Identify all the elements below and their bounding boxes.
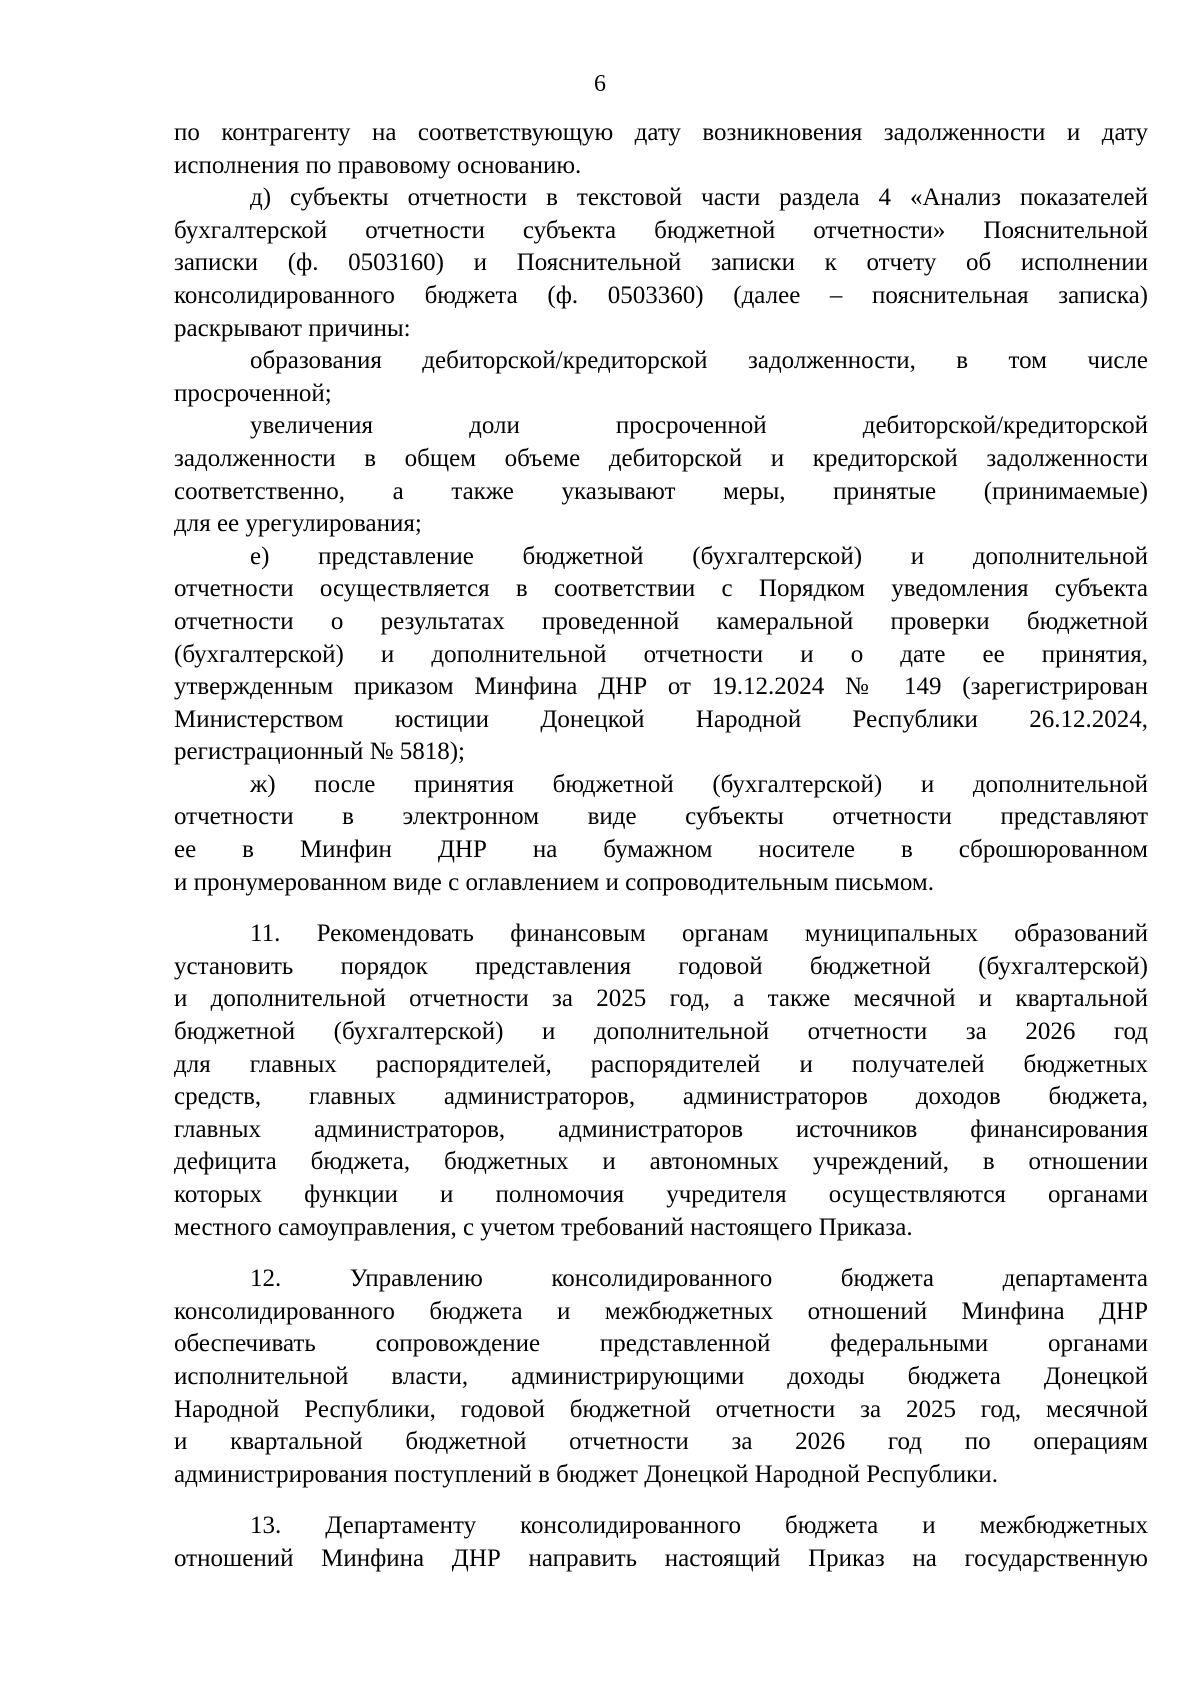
paragraph [174,345,1148,410]
text-line: главных администраторов, администраторов источников финансирования [174,1115,1148,1143]
text-line: отчетности в электронном виде субъекты отчетности представляют [174,803,1148,831]
text-line: бухгалтерской отчетности субъекта бюджетной отчетности» Пояснительной [174,216,1148,244]
text-line: задолженности в общем объеме дебиторской и кредиторской задолженности [174,444,1148,472]
text-line: (бухгалтерской) и дополнительной отчетности и о дате ее принятия, [174,640,1148,668]
text-line: отчетности о результатах проведенной камеральной проверки бюджетной [174,607,1148,635]
text-line: и дополнительной отчетности за 2025 год, а также месячной и квартальной [174,985,1148,1013]
paragraph [174,1263,1148,1491]
text-line: регистрационный № 5818); [174,738,465,766]
text-line: увеличения доли просроченной дебиторской/кредиторской [250,412,1148,440]
text-line: записки (ф. 0503160) и Пояснительной записки к отчету об исполнении [174,249,1148,277]
paragraph [174,182,1148,345]
text-line: консолидированного бюджета (ф. 0503360) (далее – пояснительная записка) [174,281,1148,309]
text-line: отчетности осуществляется в соответствии с Порядком уведомления субъекта [174,575,1148,603]
text-line: средств, главных администраторов, администраторов доходов бюджета, [174,1083,1148,1111]
paragraph [174,117,1148,182]
paragraph [174,1510,1148,1575]
text-line: образования дебиторской/кредиторской задолженности, в том числе [250,347,1148,375]
document-body [174,117,1148,1576]
text-line: 11. Рекомендовать финансовым органам муниципальных образований [250,920,1148,948]
text-line: соответственно, а также указывают меры, принятые (принимаемые) [174,477,1148,505]
text-line: для главных распорядителей, распорядителей и получателей бюджетных [174,1050,1148,1078]
text-line: раскрывают причины: [174,314,411,342]
text-line: утвержденным приказом Минфина ДНР от 19.12.2024 № 149 (зарегистрирован [174,673,1148,701]
paragraph-spacer [174,1491,1148,1510]
text-line: Народной Республики, годовой бюджетной отчетности за 2025 год, месячной [174,1395,1148,1423]
text-line: ее в Минфин ДНР на бумажном носителе в сброшюрованном [174,836,1148,864]
text-line: и квартальной бюджетной отчетности за 2026 год по операциям [174,1428,1148,1456]
text-line: администрирования поступлений в бюджет Донецкой Народной Республики. [174,1460,998,1488]
text-line: бюджетной (бухгалтерской) и дополнительной отчетности за 2026 год [174,1018,1148,1046]
text-line: 13. Департаменту консолидированного бюджета и межбюджетных [250,1512,1148,1540]
paragraph [174,769,1148,899]
paragraph [174,918,1148,1244]
text-line: по контрагенту на соответствующую дату возникновения задолженности и дату [174,119,1148,146]
text-line: местного самоуправления, с учетом требований настоящего Приказа. [174,1213,913,1241]
paragraph [174,410,1148,540]
paragraph-spacer [174,899,1148,918]
text-line: просроченной; [174,379,332,407]
text-line: для ее урегулирования; [174,510,422,538]
text-line: исполнительной власти, администрирующими доходы бюджета Донецкой [174,1362,1148,1390]
text-line: обеспечивать сопровождение представленной федеральными органами [174,1330,1148,1358]
text-line: ж) после принятия бюджетной (бухгалтерской) и дополнительной [250,770,1148,798]
text-line: консолидированного бюджета и межбюджетных отношений Минфина ДНР [174,1297,1148,1325]
text-line: дефицита бюджета, бюджетных и автономных учреждений, в отношении [174,1148,1148,1176]
paragraph-spacer [174,1244,1148,1263]
text-line: и пронумерованном виде с оглавлением и сопроводительным письмом. [174,868,934,896]
paragraph [174,541,1148,769]
text-line: д) субъекты отчетности в текстовой части раздела 4 «Анализ показателей [250,184,1148,212]
text-line: исполнения по правовому основанию. [174,151,582,179]
text-line: установить порядок представления годовой бюджетной (бухгалтерской) [174,952,1148,980]
text-line: Министерством юстиции Донецкой Народной Республики 26.12.2024, [174,705,1148,733]
text-line: которых функции и полномочия учредителя осуществляются органами [174,1181,1148,1208]
page-number: 6 [594,71,606,97]
text-line: е) представление бюджетной (бухгалтерской) и дополнительной [250,542,1148,570]
text-line: отношений Минфина ДНР направить настоящий Приказ на государственную [174,1544,1148,1572]
text-line: 12. Управлению консолидированного бюджета департамента [250,1265,1148,1293]
